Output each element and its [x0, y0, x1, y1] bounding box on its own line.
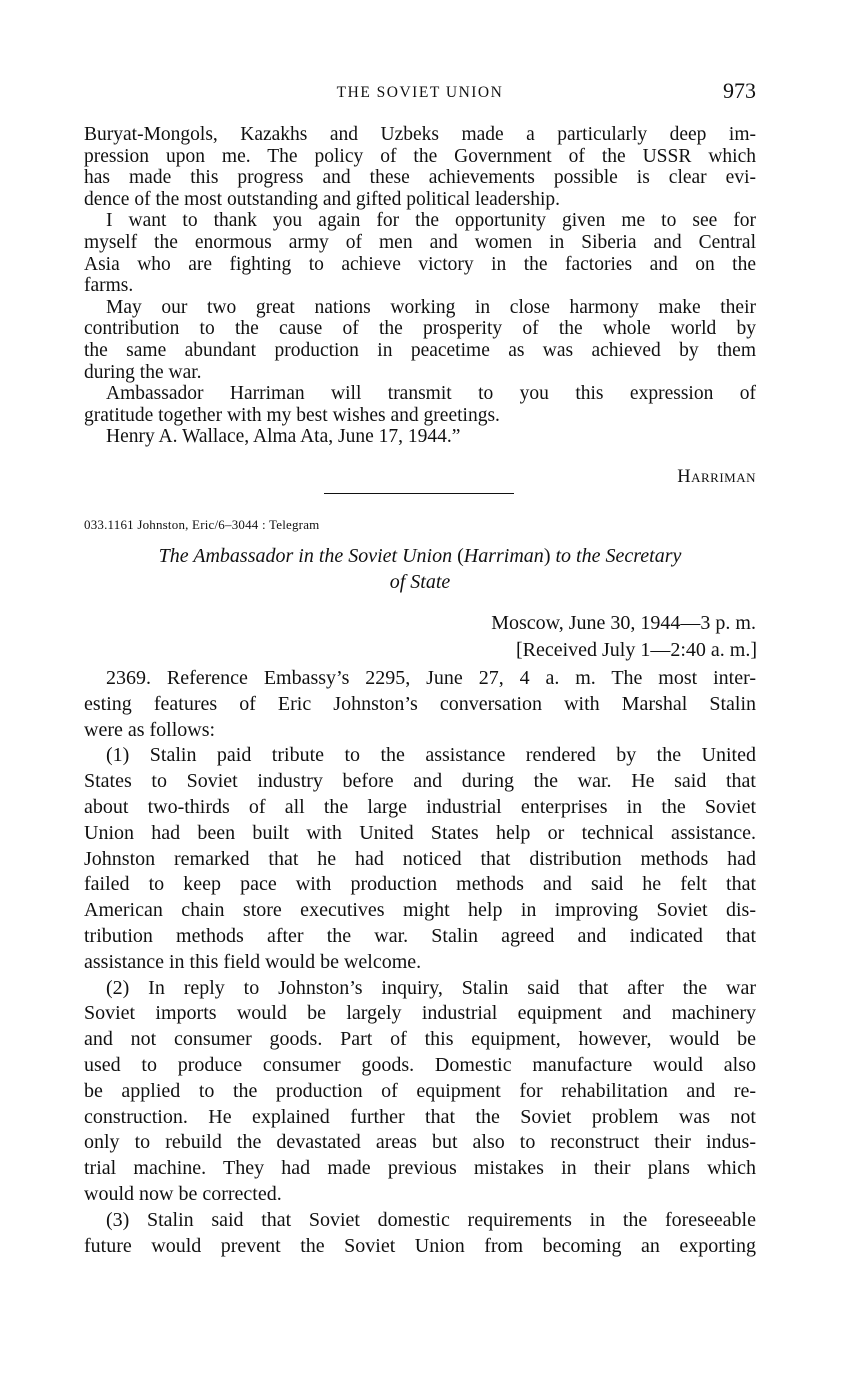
dateline-place-date: Moscow, June 30, 1944—3 p. m.: [491, 612, 756, 634]
letter-paragraph: [84, 124, 756, 210]
text-line: used to produce consumer goods. Domestic manufacture would also: [84, 1053, 756, 1076]
text-line: dence of the most outstanding and gifted political leadership.: [84, 188, 560, 210]
text-line: construction. He explained further that the Soviet problem was not: [84, 1105, 756, 1128]
signature: Harriman: [677, 467, 756, 487]
text-line: Johnston remarked that he had noticed that distribution methods had: [84, 847, 756, 870]
title-line: The Ambassador in the Soviet Union (Harriman) to the Secretary: [158, 545, 682, 567]
text-line: were as follows:: [84, 718, 216, 741]
text-line: would now be corrected.: [84, 1182, 282, 1205]
letter-paragraph: [84, 297, 756, 383]
text-line: and not consumer goods. Part of this equipment, however, would be: [84, 1028, 756, 1051]
telegram-paragraph: [84, 976, 756, 1208]
telegram-paragraph: [84, 666, 756, 743]
letter-text: [84, 124, 756, 448]
running-head: THE SOVIET UNION: [336, 84, 504, 101]
text-line: Henry A. Wallace, Alma Ata, June 17, 1944.”: [106, 426, 461, 448]
text-line: 2369. Reference Embassy’s 2295, June 27, 4 a. m. The most inter-: [106, 667, 756, 689]
text-line: (2) In reply to Johnston’s inquiry, Stalin said that after the war: [106, 976, 756, 999]
text-line: gratitude together with my best wishes and greetings.: [84, 404, 500, 426]
text-line: Soviet imports would be largely industrial equipment and machinery: [84, 1002, 756, 1025]
text-line: assistance in this field would be welcome.: [84, 950, 422, 973]
document-title: [84, 543, 756, 595]
file-reference: 033.1161 Johnston, Eric/6–3044 : Telegram: [84, 517, 320, 532]
text-line: Buryat-Mongols, Kazakhs and Uzbeks made a particularly deep im-: [84, 124, 756, 145]
text-line: the same abundant production in peacetime as was achieved by them: [84, 339, 756, 361]
text-line: be applied to the production of equipment for rehabilitation and re-: [84, 1079, 756, 1102]
letter-paragraph: [84, 426, 756, 448]
text-line: contribution to the cause of the prosperity of the whole world by: [84, 318, 756, 340]
text-line: Asia who are fighting to achieve victory in the factories and on the: [84, 253, 756, 275]
letter-paragraph: [84, 383, 756, 426]
text-line: esting features of Eric Johnston’s conversation with Marshal Stalin: [84, 692, 756, 715]
text-line: has made this progress and these achievements possible is clear evi-: [84, 167, 756, 189]
text-line: Union had been built with United States help or technical assistance.: [84, 821, 756, 844]
page-number: 973: [723, 78, 756, 103]
telegram-text: [84, 666, 756, 1259]
text-line: (3) Stalin said that Soviet domestic requirements in the foreseeable: [106, 1208, 756, 1231]
text-line: farms.: [84, 275, 134, 297]
text-line: future would prevent the Soviet Union from becoming an exporting: [84, 1234, 756, 1257]
text-line: only to rebuild the devastated areas but also to reconstruct their indus-: [84, 1131, 756, 1154]
text-line: May our two great nations working in close harmony make their: [106, 296, 756, 318]
text-line: I want to thank you again for the opportunity given me to see for: [106, 210, 756, 232]
telegram-paragraph: [84, 743, 756, 975]
text-line: about two-thirds of all the large industrial enterprises in the Soviet: [84, 795, 756, 818]
text-line: pression upon me. The policy of the Government of the USSR which: [84, 145, 756, 167]
page-header: [84, 78, 756, 108]
text-line: myself the enormous army of men and women in Siberia and Central: [84, 231, 756, 253]
telegram-paragraph: [84, 1208, 756, 1260]
letter-paragraph: [84, 210, 756, 296]
dateline-received: [Received July 1—2:40 a. m.]: [515, 639, 757, 661]
text-line: trial machine. They had made previous mistakes in their plans which: [84, 1157, 756, 1180]
title-line: of State: [389, 571, 451, 593]
section-divider: [324, 493, 514, 494]
text-line: American chain store executives might help in improving Soviet dis-: [84, 899, 756, 922]
text-line: failed to keep pace with production methods and said he felt that: [84, 873, 756, 896]
text-line: (1) Stalin paid tribute to the assistance rendered by the United: [106, 744, 756, 767]
text-line: States to Soviet industry before and during the war. He said that: [84, 770, 756, 793]
text-line: during the war.: [84, 361, 202, 383]
text-line: tribution methods after the war. Stalin agreed and indicated that: [84, 924, 756, 947]
text-line: Ambassador Harriman will transmit to you this expression of: [106, 383, 756, 405]
